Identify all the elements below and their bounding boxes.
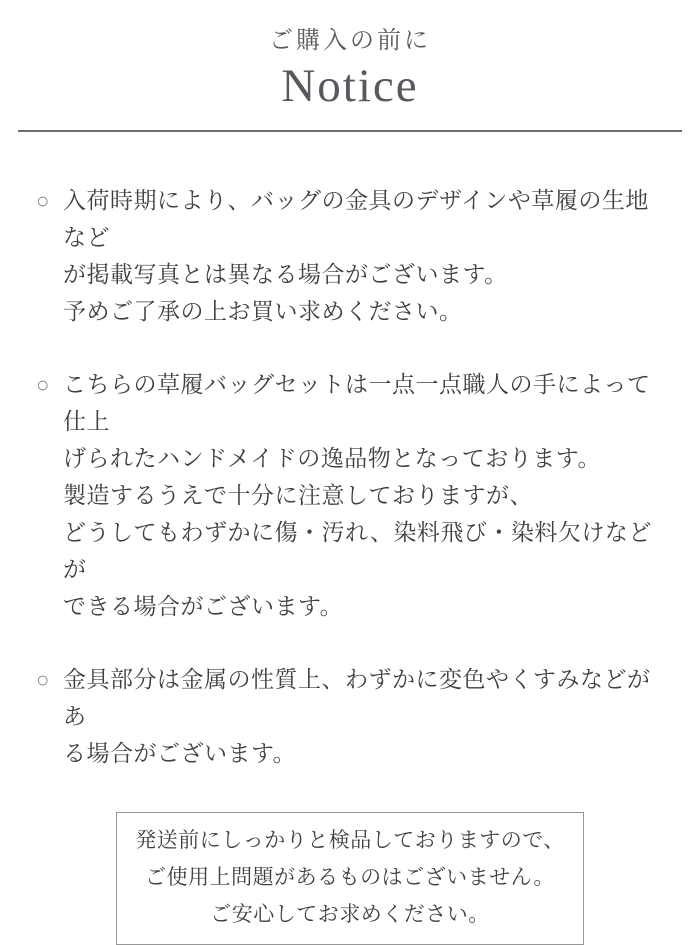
assurance-line: ご安心してお求めください。 (210, 903, 490, 926)
circle-bullet-icon: ○ (36, 667, 50, 692)
notice-item-metal-parts (36, 661, 672, 772)
notice-list (36, 182, 672, 772)
header-divider (18, 130, 682, 132)
notice-line: どうしてもわずかに傷・汚れ、染料飛び・染料欠けなどが (63, 519, 652, 582)
notice-line: できる場合がございます。 (63, 593, 344, 619)
notice-line: 予めご了承の上お買い求めください。 (63, 298, 463, 324)
assurance-line: ご使用上問題があるものはございません。 (145, 866, 555, 889)
notice-line: げられたハンドメイドの逸品物となっております。 (63, 445, 601, 471)
notice-line: が掲載写真とは異なる場合がございます。 (63, 261, 508, 287)
notice-title: Notice (281, 60, 419, 112)
assurance-line: 発送前にしっかりと検品しておりますので、 (135, 829, 565, 852)
circle-bullet-icon: ○ (36, 372, 50, 397)
notice-line: 入荷時期により、バッグの金具のデザインや草履の生地など (63, 187, 649, 250)
notice-line: こちらの草履バッグセットは一点一点職人の手によって仕上 (63, 371, 651, 434)
notice-item-stock-variation (36, 182, 672, 330)
notice-text (63, 661, 672, 772)
circle-bullet-icon: ○ (36, 188, 50, 213)
notice-line: る場合がございます。 (63, 740, 297, 766)
header (0, 0, 700, 132)
notice-text (63, 182, 672, 330)
pre-purchase-label: ご購入の前に (269, 28, 431, 54)
assurance-box (116, 812, 584, 945)
notice-line: 製造するうえで十分に注意しておりますが、 (63, 482, 533, 508)
notice-item-handmade (36, 366, 672, 625)
notice-text (63, 366, 672, 625)
notice-line: 金具部分は金属の性質上、わずかに変色やくすみなどがあ (63, 666, 651, 729)
